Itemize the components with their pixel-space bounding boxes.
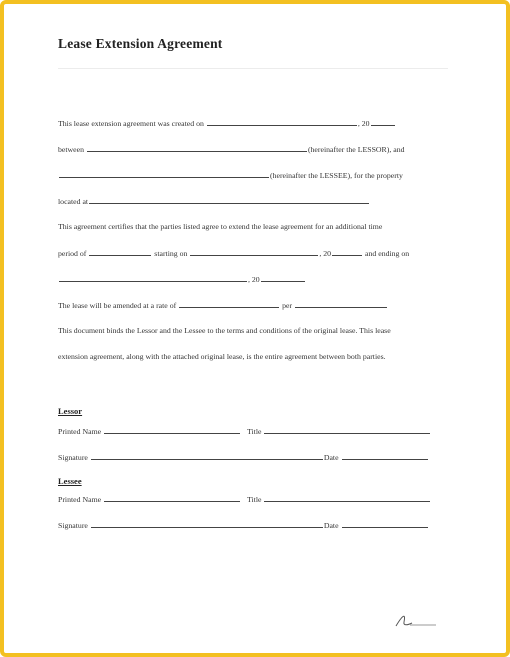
lessor-name-field[interactable] xyxy=(87,144,307,152)
body-line-6 xyxy=(58,248,409,258)
lessee-date-field[interactable] xyxy=(342,520,428,528)
lessee-title-field[interactable] xyxy=(264,494,430,502)
certification-text: This agreement certifies that the parties listed agree to extend the lease agreement for an additional time xyxy=(58,222,383,231)
lessor-signature-label: Signature xyxy=(58,453,88,462)
rate-amount-field[interactable] xyxy=(179,300,279,308)
body-line-4 xyxy=(58,196,370,206)
lessee-name-field[interactable] xyxy=(59,170,269,178)
ending-on-label: and ending on xyxy=(365,249,410,258)
period-label: period of xyxy=(58,249,87,258)
footer-logo-icon xyxy=(392,610,438,630)
lessor-title-label: Title xyxy=(247,427,262,436)
lessor-date-label: Date xyxy=(323,453,339,462)
lessor-signature-row xyxy=(58,452,429,462)
body-line-8 xyxy=(58,300,388,310)
document-title: Lease Extension Agreement xyxy=(58,36,223,51)
lessee-heading: Lessee xyxy=(58,476,82,486)
end-year-field[interactable] xyxy=(261,274,305,282)
body-line-5 xyxy=(58,222,382,231)
body-line-3 xyxy=(58,170,403,180)
lessor-printed-name-label: Printed Name xyxy=(58,427,102,436)
rate-label: The lease will be amended at a rate of xyxy=(58,301,177,310)
body-line-1 xyxy=(58,118,396,128)
lessor-printed-name-row xyxy=(58,426,431,436)
lessee-title-label: Title xyxy=(247,495,262,504)
created-on-date-field[interactable] xyxy=(207,118,357,126)
extension-period-field[interactable] xyxy=(89,248,151,256)
document-page xyxy=(58,28,453,530)
body-line-9 xyxy=(58,326,391,335)
created-on-label: This lease extension agreement was created on xyxy=(58,119,204,128)
lessor-heading: Lessor xyxy=(58,406,83,416)
lessee-date-label: Date xyxy=(323,521,339,530)
lessee-printed-name-label: Printed Name xyxy=(58,495,102,504)
lessee-printed-name-field[interactable] xyxy=(104,494,240,502)
body-line-7 xyxy=(58,274,306,284)
lessor-title-field[interactable] xyxy=(264,426,430,434)
lessor-date-field[interactable] xyxy=(342,452,428,460)
lessee-signature-row xyxy=(58,520,429,530)
start-date-field[interactable] xyxy=(190,248,318,256)
start-year-prefix: , 20 xyxy=(319,249,332,258)
per-label: per xyxy=(282,301,293,310)
lessee-signature-field[interactable] xyxy=(91,520,323,528)
lessor-designation: (hereinafter the LESSOR), and xyxy=(307,145,405,154)
property-address-field[interactable] xyxy=(89,196,369,204)
rate-period-field[interactable] xyxy=(295,300,387,308)
created-year-prefix: , 20 xyxy=(357,119,370,128)
starting-on-label: starting on xyxy=(154,249,188,258)
body-line-2 xyxy=(58,144,405,154)
lessee-printed-name-row xyxy=(58,494,431,504)
title-divider xyxy=(58,68,448,69)
created-year-field[interactable] xyxy=(371,118,395,126)
lessor-printed-name-field[interactable] xyxy=(104,426,240,434)
lessor-signature-field[interactable] xyxy=(91,452,323,460)
lessee-designation: (hereinafter the LESSEE), for the property xyxy=(270,171,403,180)
between-label: between xyxy=(58,145,84,154)
end-year-prefix: , 20 xyxy=(248,275,260,284)
binding-text: This document binds the Lessor and the Lessee to the terms and conditions of the original lease. This lease xyxy=(58,326,391,335)
start-year-field[interactable] xyxy=(332,248,362,256)
body-line-10 xyxy=(58,352,386,361)
lessee-signature-label: Signature xyxy=(58,521,88,530)
end-date-field[interactable] xyxy=(59,274,247,282)
located-at-label: located at xyxy=(58,197,89,206)
entire-agreement-text: extension agreement, along with the attached original lease, is the entire agreement between both parties. xyxy=(58,352,386,361)
